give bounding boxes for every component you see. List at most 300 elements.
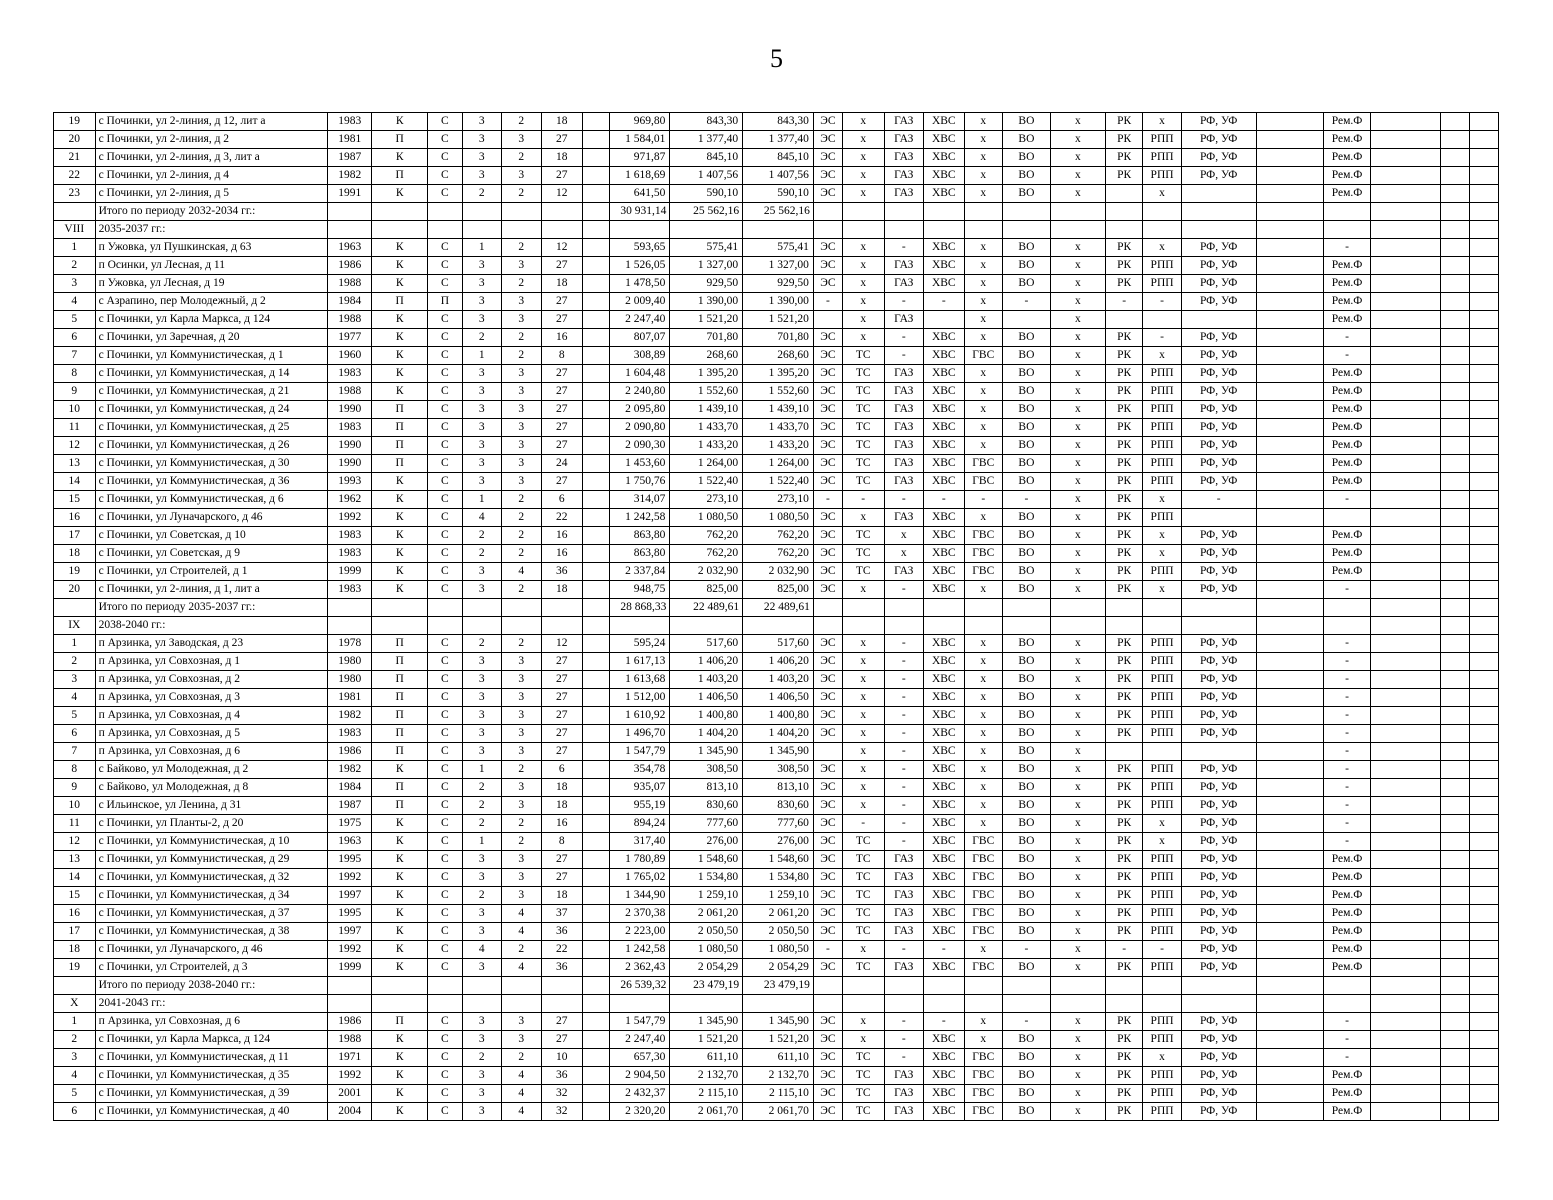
cell-ts: ТС [842,1085,884,1103]
cell-walls: П [372,131,428,149]
cell-blank5 [1469,1103,1498,1121]
cell-year: 1982 [328,761,372,779]
cell-area_living: 1 390,00 [670,293,743,311]
cell-rf: РФ, УФ [1181,563,1256,581]
cell-area_living: 1 377,40 [670,131,743,149]
cell-year: 1987 [328,797,372,815]
cell-vo2: х [1050,869,1105,887]
cell-es: ЭС [813,851,842,869]
cell-gaz: - [884,1013,924,1031]
cell-floors: 3 [462,383,502,401]
cell-ts: х [842,761,884,779]
cell-blank1 [583,581,610,599]
cell-rf: РФ, УФ [1181,527,1256,545]
cell-remf: Рем.Ф [1324,527,1371,545]
cell-blank3 [1370,995,1440,1013]
cell-entrances: 3 [502,1031,542,1049]
cell-address: с Починки, ул Коммунистическая, д 21 [95,383,328,401]
cell-blank4 [1440,689,1469,707]
cell-walls [372,617,428,635]
cell-rpp: РПП [1143,797,1181,815]
table-row [54,257,1499,275]
cell-rf: РФ, УФ [1181,167,1256,185]
cell-area_total: 354,78 [610,761,670,779]
cell-blank2 [1256,851,1324,869]
cell-floors [462,617,502,635]
cell-blank1 [583,1085,610,1103]
cell-rk: - [1105,941,1142,959]
cell-floors: 3 [462,149,502,167]
cell-ts: х [842,257,884,275]
cell-walls: П [372,167,428,185]
cell-blank5 [1469,635,1498,653]
cell-blank2 [1256,599,1324,617]
cell-area_total: 657,30 [610,1049,670,1067]
cell-gaz: ГАЗ [884,167,924,185]
cell-area_total: 2 370,38 [610,905,670,923]
cell-rf [1181,995,1256,1013]
cell-area_living: 1 407,56 [670,167,743,185]
cell-apts: 36 [541,923,583,941]
cell-hvs: ХВС [924,833,965,851]
cell-area_apts: 2 132,70 [743,1067,814,1085]
cell-rpp: - [1143,941,1181,959]
subtotal-label: Итого по периоду 2038-2040 гг.: [95,977,328,995]
cell-walls: К [372,905,428,923]
cell-no: 13 [54,851,96,869]
cell-area_apts: 1 080,50 [743,509,814,527]
cell-area_total: 1 750,76 [610,473,670,491]
cell-entrances: 3 [502,257,542,275]
cell-gaz: х [884,527,924,545]
cell-vo [1003,599,1051,617]
cell-area_apts: 2 061,20 [743,905,814,923]
cell-no: 20 [54,131,96,149]
cell-floors: 1 [462,833,502,851]
cell-walls: К [372,959,428,977]
cell-es: ЭС [813,689,842,707]
cell-vo2: х [1050,833,1105,851]
cell-blank5 [1469,617,1498,635]
cell-blank5 [1469,239,1498,257]
cell-hvs [924,599,965,617]
cell-vo2: х [1050,905,1105,923]
cell-no: 3 [54,671,96,689]
cell-hvs: ХВС [924,851,965,869]
cell-blank4 [1440,401,1469,419]
cell-rpp: РПП [1143,779,1181,797]
cell-remf: Рем.Ф [1324,383,1371,401]
cell-blank5 [1469,527,1498,545]
cell-area_total: 1 604,48 [610,365,670,383]
cell-gaz: - [884,797,924,815]
cell-area_apts: 1 259,10 [743,887,814,905]
cell-year [328,599,372,617]
cell-floors: 3 [462,689,502,707]
cell-area_apts: 1 395,20 [743,365,814,383]
cell-area_total: 2 337,84 [610,563,670,581]
cell-area_total [610,995,670,1013]
cell-rf: РФ, УФ [1181,653,1256,671]
cell-year: 2001 [328,1085,372,1103]
cell-vo2: х [1050,941,1105,959]
cell-vo2: х [1050,347,1105,365]
cell-year: 1995 [328,905,372,923]
cell-walls: П [372,779,428,797]
cell-area_living: 611,10 [670,1049,743,1067]
cell-roof: С [428,779,462,797]
cell-area_living: 825,00 [670,581,743,599]
cell-area_apts: 825,00 [743,581,814,599]
cell-apts: 18 [541,149,583,167]
cell-blank4 [1440,923,1469,941]
subtotal-area_apts: 25 562,16 [743,203,814,221]
cell-rk [1105,221,1142,239]
cell-remf: - [1324,329,1371,347]
cell-remf [1324,617,1371,635]
cell-rf: РФ, УФ [1181,851,1256,869]
cell-area_apts: 2 115,10 [743,1085,814,1103]
cell-rpp: х [1143,1049,1181,1067]
cell-area_total: 971,87 [610,149,670,167]
cell-gaz: - [884,347,924,365]
cell-blank2 [1256,707,1324,725]
cell-year: 1960 [328,347,372,365]
cell-gvs [964,203,1002,221]
cell-es: ЭС [813,257,842,275]
cell-gaz: - [884,581,924,599]
cell-blank3 [1370,113,1440,131]
cell-area_living: 1 522,40 [670,473,743,491]
cell-blank3 [1370,1067,1440,1085]
cell-apts: 16 [541,815,583,833]
cell-walls: К [372,869,428,887]
cell-roof [428,995,462,1013]
cell-roof: С [428,887,462,905]
cell-apts: 27 [541,725,583,743]
cell-gaz: ГАЗ [884,311,924,329]
cell-gvs: ГВС [964,905,1002,923]
cell-apts: 18 [541,887,583,905]
cell-blank3 [1370,761,1440,779]
cell-walls: П [372,725,428,743]
cell-area_living: 1 433,20 [670,437,743,455]
cell-vo2: х [1050,689,1105,707]
table-row [54,563,1499,581]
cell-floors: 3 [462,725,502,743]
cell-ts [842,617,884,635]
cell-blank3 [1370,419,1440,437]
cell-remf: - [1324,779,1371,797]
cell-rk [1105,743,1142,761]
cell-hvs: ХВС [924,401,965,419]
cell-floors: 4 [462,941,502,959]
cell-blank1 [583,401,610,419]
cell-blank4 [1440,167,1469,185]
cell-blank5 [1469,563,1498,581]
cell-blank4 [1440,437,1469,455]
cell-roof: С [428,527,462,545]
cell-hvs: ХВС [924,1031,965,1049]
cell-ts: ТС [842,401,884,419]
cell-blank2 [1256,293,1324,311]
cell-rpp: х [1143,545,1181,563]
cell-blank1 [583,203,610,221]
cell-es: ЭС [813,833,842,851]
cell-blank4 [1440,311,1469,329]
cell-area_living: 1 400,80 [670,707,743,725]
cell-area_living: 268,60 [670,347,743,365]
cell-vo2 [1050,977,1105,995]
cell-rk: РК [1105,689,1142,707]
cell-blank4 [1440,797,1469,815]
cell-ts: х [842,329,884,347]
cell-apts: 18 [541,113,583,131]
cell-entrances: 4 [502,959,542,977]
cell-vo: - [1003,293,1051,311]
cell-rk: РК [1105,869,1142,887]
cell-blank2 [1256,671,1324,689]
cell-entrances: 3 [502,131,542,149]
cell-address: с Починки, ул Коммунистическая, д 1 [95,347,328,365]
cell-vo: ВО [1003,455,1051,473]
cell-vo: ВО [1003,833,1051,851]
cell-vo2: х [1050,473,1105,491]
cell-es: ЭС [813,869,842,887]
cell-rf: РФ, УФ [1181,1067,1256,1085]
cell-vo: ВО [1003,1067,1051,1085]
cell-roof [428,977,462,995]
cell-rf: РФ, УФ [1181,1013,1256,1031]
cell-entrances: 3 [502,365,542,383]
cell-no: 4 [54,1067,96,1085]
cell-area_living: 777,60 [670,815,743,833]
cell-blank4 [1440,869,1469,887]
cell-blank2 [1256,959,1324,977]
cell-ts: - [842,491,884,509]
cell-vo: ВО [1003,239,1051,257]
cell-blank3 [1370,185,1440,203]
cell-rk: РК [1105,1013,1142,1031]
cell-blank2 [1256,545,1324,563]
cell-no: 22 [54,167,96,185]
cell-remf: - [1324,815,1371,833]
cell-remf: Рем.Ф [1324,257,1371,275]
cell-rf [1181,311,1256,329]
cell-roof: С [428,653,462,671]
cell-area_total: 1 584,01 [610,131,670,149]
cell-roof: С [428,455,462,473]
cell-blank2 [1256,995,1324,1013]
cell-no: 10 [54,401,96,419]
cell-vo [1003,995,1051,1013]
cell-roof: С [428,581,462,599]
table-row [54,329,1499,347]
cell-ts: х [842,689,884,707]
cell-es: ЭС [813,959,842,977]
cell-no: 1 [54,635,96,653]
cell-entrances: 3 [502,851,542,869]
cell-gvs: х [964,653,1002,671]
cell-blank5 [1469,1085,1498,1103]
cell-blank4 [1440,743,1469,761]
cell-area_apts: 1 390,00 [743,293,814,311]
cell-area_living: 2 032,90 [670,563,743,581]
cell-entrances [502,995,542,1013]
cell-walls: К [372,887,428,905]
cell-roof: С [428,1085,462,1103]
cell-year: 1963 [328,239,372,257]
cell-blank1 [583,671,610,689]
cell-hvs: ХВС [924,581,965,599]
cell-area_apts: 268,60 [743,347,814,365]
cell-rk: РК [1105,1103,1142,1121]
cell-walls: К [372,383,428,401]
cell-vo2: х [1050,383,1105,401]
cell-es: ЭС [813,167,842,185]
cell-area_total: 2 009,40 [610,293,670,311]
cell-remf: Рем.Ф [1324,545,1371,563]
cell-no: 18 [54,545,96,563]
cell-gaz: - [884,779,924,797]
cell-gvs: ГВС [964,473,1002,491]
cell-vo: ВО [1003,1049,1051,1067]
cell-gvs: х [964,581,1002,599]
cell-ts [842,599,884,617]
cell-vo2: х [1050,419,1105,437]
cell-no: 10 [54,797,96,815]
cell-rpp: РПП [1143,725,1181,743]
cell-blank5 [1469,221,1498,239]
cell-blank4 [1440,1049,1469,1067]
cell-blank4 [1440,491,1469,509]
cell-blank1 [583,347,610,365]
cell-hvs: ХВС [924,131,965,149]
cell-ts: х [842,1031,884,1049]
cell-blank1 [583,239,610,257]
cell-rpp: РПП [1143,383,1181,401]
cell-address: с Починки, ул Коммунистическая, д 40 [95,1103,328,1121]
cell-entrances: 2 [502,761,542,779]
cell-roof: С [428,923,462,941]
cell-apts: 32 [541,1085,583,1103]
cell-rk: РК [1105,419,1142,437]
cell-area_living: 830,60 [670,797,743,815]
cell-rf: РФ, УФ [1181,419,1256,437]
cell-area_apts: 1 439,10 [743,401,814,419]
cell-area_living: 1 433,70 [670,419,743,437]
cell-vo2: х [1050,815,1105,833]
cell-rk: РК [1105,437,1142,455]
cell-no: 6 [54,329,96,347]
cell-gaz: ГАЗ [884,131,924,149]
cell-rf: РФ, УФ [1181,239,1256,257]
cell-area_apts: 1 522,40 [743,473,814,491]
cell-area_apts: 1 534,80 [743,869,814,887]
cell-rf: РФ, УФ [1181,257,1256,275]
cell-blank1 [583,995,610,1013]
cell-area_apts: 517,60 [743,635,814,653]
cell-vo: ВО [1003,113,1051,131]
cell-floors: 3 [462,707,502,725]
cell-blank4 [1440,545,1469,563]
cell-blank4 [1440,293,1469,311]
cell-blank2 [1256,617,1324,635]
cell-blank1 [583,1013,610,1031]
cell-address: с Починки, ул Коммунистическая, д 34 [95,887,328,905]
cell-ts [842,995,884,1013]
cell-area_total: 314,07 [610,491,670,509]
table-row [54,815,1499,833]
cell-year: 1990 [328,437,372,455]
cell-year: 1992 [328,869,372,887]
cell-apts: 16 [541,545,583,563]
cell-rf: РФ, УФ [1181,797,1256,815]
cell-rk: РК [1105,707,1142,725]
cell-area_living: 1 534,80 [670,869,743,887]
cell-area_living: 1 552,60 [670,383,743,401]
cell-floors: 2 [462,779,502,797]
cell-hvs: ХВС [924,707,965,725]
cell-walls: К [372,1067,428,1085]
cell-blank2 [1256,383,1324,401]
cell-year: 1988 [328,311,372,329]
cell-area_apts: 1 403,20 [743,671,814,689]
cell-rpp: РПП [1143,509,1181,527]
cell-blank4 [1440,941,1469,959]
cell-area_living: 929,50 [670,275,743,293]
cell-no: 21 [54,149,96,167]
cell-vo2: х [1050,131,1105,149]
cell-area_total: 807,07 [610,329,670,347]
cell-blank4 [1440,887,1469,905]
cell-blank1 [583,941,610,959]
cell-apts: 12 [541,239,583,257]
cell-rpp: х [1143,527,1181,545]
cell-rpp: х [1143,113,1181,131]
cell-ts: х [842,707,884,725]
cell-vo: ВО [1003,131,1051,149]
cell-entrances: 3 [502,437,542,455]
cell-vo: ВО [1003,779,1051,797]
cell-es: ЭС [813,455,842,473]
cell-apts: 27 [541,671,583,689]
cell-blank2 [1256,977,1324,995]
cell-entrances: 2 [502,509,542,527]
cell-rf: РФ, УФ [1181,923,1256,941]
cell-apts: 27 [541,743,583,761]
subtotal-label: Итого по периоду 2032-2034 гг.: [95,203,328,221]
cell-roof: С [428,347,462,365]
cell-blank1 [583,1103,610,1121]
cell-no [54,599,96,617]
cell-es [813,203,842,221]
cell-blank4 [1440,1103,1469,1121]
cell-apts [541,203,583,221]
cell-walls: П [372,1013,428,1031]
cell-es [813,599,842,617]
cell-address: с Починки, ул 2-линия, д 4 [95,167,328,185]
cell-address: п Арзинка, ул Совхозная, д 6 [95,743,328,761]
cell-vo: ВО [1003,653,1051,671]
cell-rpp: РПП [1143,131,1181,149]
table-row [54,185,1499,203]
cell-vo2: х [1050,923,1105,941]
cell-hvs: ХВС [924,653,965,671]
cell-apts: 27 [541,473,583,491]
cell-vo: ВО [1003,707,1051,725]
cell-vo: ВО [1003,545,1051,563]
